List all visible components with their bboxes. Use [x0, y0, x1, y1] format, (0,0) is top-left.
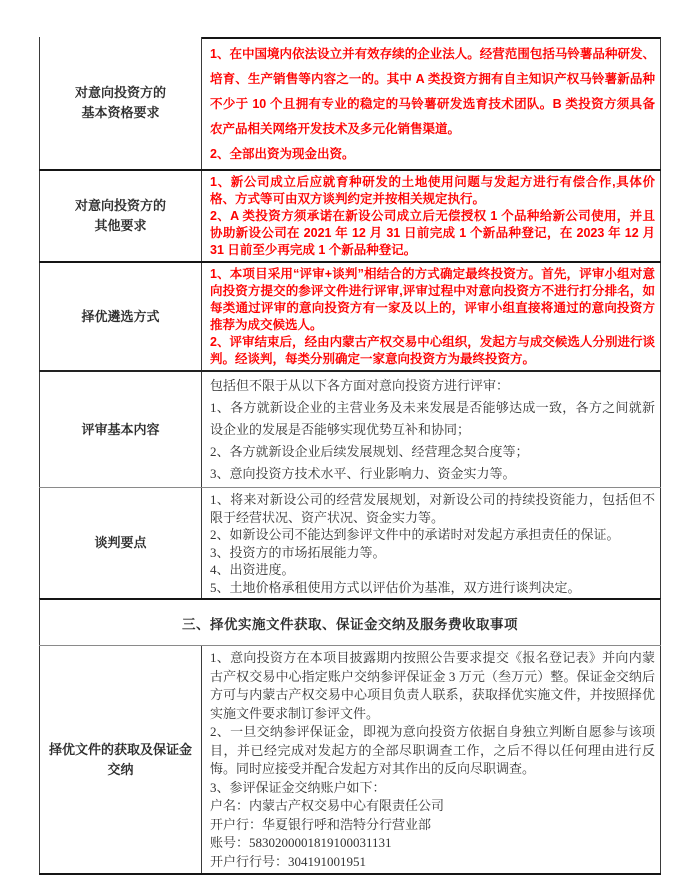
paragraph-line: 2、A 类投资方须承诺在新设公司成立后无偿授权 1 个品种给新公司使用，并且协助新设公司在 2021 年 12 月 31 日前完成 1 个新品种登记，在 2023 年 12 月 31 日前至少再完成 1 个新品种登记。 — [210, 209, 655, 257]
paragraph-line: 户名：内蒙古产权交易中心有限责任公司 — [210, 798, 445, 813]
paragraph-line: 包括但不限于从以下各方面对意向投资方进行评审： — [210, 378, 510, 393]
paragraph-line: 1、在中国境内依法设立并有效存续的企业法人。经营范围包括马铃薯品种研发、培育、生产销售等内容之一的。其中 A 类投资方拥有自主知识产权马铃薯新品种不少于 10 个且拥有专业的稳定的马铃薯研发选育技术团队。B 类投资方须具备农产品相关网络开发技术及多元化销售渠道。 — [210, 47, 655, 136]
row-label-negotiation-points — [39, 488, 202, 598]
label-text-line: 交纳 — [107, 761, 134, 777]
row-content-review-basic-content — [202, 372, 661, 487]
row-content-document-acquisition-deposit — [202, 646, 661, 873]
row-document-acquisition-and-deposit — [39, 645, 661, 875]
section-header-title: 三、择优实施文件获取、保证金交纳及服务费收取事项 — [182, 616, 518, 632]
row-label-selection-method — [39, 263, 202, 370]
paragraph-line: 4、出资进度。 — [210, 562, 295, 577]
paragraph-line: 5、土地价格承租使用方式以评估价为基准，双方进行谈判决定。 — [210, 579, 581, 595]
row-selection-method — [39, 261, 661, 370]
row-content-basic-qualification — [202, 37, 661, 169]
row-content-selection-method — [202, 263, 661, 370]
label-text-line: 择优文件的获取及保证金 — [48, 741, 192, 757]
paragraph-line: 2、全部出资为现金出资。 — [210, 147, 355, 161]
row-content-other-requirements — [202, 171, 661, 261]
paragraph-line: 2、如新设公司不能达到参评文件中的承诺时对发起方承担责任的保证。 — [210, 527, 620, 542]
paragraph-line: 1、本项目采用“评审+谈判”相结合的方式确定最终投资方。首先，评审小组对意向投资方提交的参评文件进行评审,评审过程中对意向投资方不进行打分排名，如每类通过评审的意向投资方有一家及以上的，评审小组直接将通过的意向投资方推荐为成交候选人。 — [210, 267, 655, 332]
paragraph-line: 开户行行号：304191001951 — [210, 853, 367, 869]
paragraph-line: 1、各方就新设企业的主营业务及未来发展是否能够达成一致，各方之间就新设企业的发展是否能够实现优势互补和协同； — [210, 400, 655, 437]
paragraph-line: 开户行：华夏银行呼和浩特分行营业部 — [210, 816, 432, 832]
label-text-line: 评审基本内容 — [81, 421, 160, 437]
row-review-basic-content — [39, 370, 661, 487]
row-negotiation-points — [39, 487, 661, 598]
paragraph-line: 2、评审结束后，经由内蒙古产权交易中心组织，发起方与成交候选人分别进行谈判。经谈判，每类分别确定一家意向投资方为最终投资方。 — [210, 335, 655, 366]
investor-requirements-table — [39, 37, 661, 875]
paragraph-line: 1、意向投资方在本项目披露期内按照公告要求提交《报名登记表》并向内蒙古产权交易中心指定账户交纳参评保证金 3 万元（叁万元）整。保证金交纳后方可与内蒙古产权交易中心项目负责人联系，获取择优实施文件，并按照择优实施文件要求制订参评文件。 — [210, 650, 655, 721]
row-basic-qualification-requirements — [39, 37, 661, 169]
row-label-basic-qualification — [39, 37, 202, 169]
paragraph-line: 2、一旦交纳参评保证金，即视为意向投资方依据自身独立判断自愿参与该项目，并已经完成对发起方的全部尽职调查工作，之后不得以任何理由进行反悔。同时应接受并配合发起方对其作出的反向尽职调查。 — [210, 724, 655, 776]
section-header-row — [39, 598, 661, 645]
paragraph-line: 1、将来对新设公司的经营发展规划，对新设公司的持续投资能力，包括但不限于经营状况、资产状况、资金实力等。 — [210, 492, 655, 525]
label-text-line: 择优遴选方式 — [81, 308, 160, 324]
label-text-line: 对意向投资方的 — [74, 198, 166, 213]
label-text-line: 对意向投资方的 — [74, 85, 166, 100]
row-label-other-requirements — [39, 171, 202, 261]
paragraph-line: 3、投资方的市场拓展能力等。 — [210, 544, 386, 560]
row-other-requirements — [39, 169, 661, 261]
paragraph-line: 2、各方就新设企业后续发展规划、经营理念契合度等； — [210, 444, 529, 459]
label-text-line: 其他要求 — [94, 218, 147, 233]
row-label-review-basic-content — [39, 372, 202, 487]
paragraph-line: 1、新公司成立后应就育种研发的土地使用问题与发起方进行有偿合作,具体价格、方式等可由双方谈判约定并按相关规定执行。 — [210, 175, 655, 206]
row-content-negotiation-points — [202, 488, 661, 598]
paragraph-line: 3、参评保证金交纳账户如下： — [210, 779, 386, 795]
label-text-line: 基本资格要求 — [81, 105, 160, 120]
paragraph-line: 3、意向投资方技术水平、行业影响力、资金实力等。 — [210, 466, 516, 481]
label-text-line: 谈判要点 — [94, 535, 147, 550]
paragraph-line: 账号：5830200001819100031131 — [210, 835, 392, 850]
row-label-document-acquisition-deposit — [39, 646, 202, 873]
